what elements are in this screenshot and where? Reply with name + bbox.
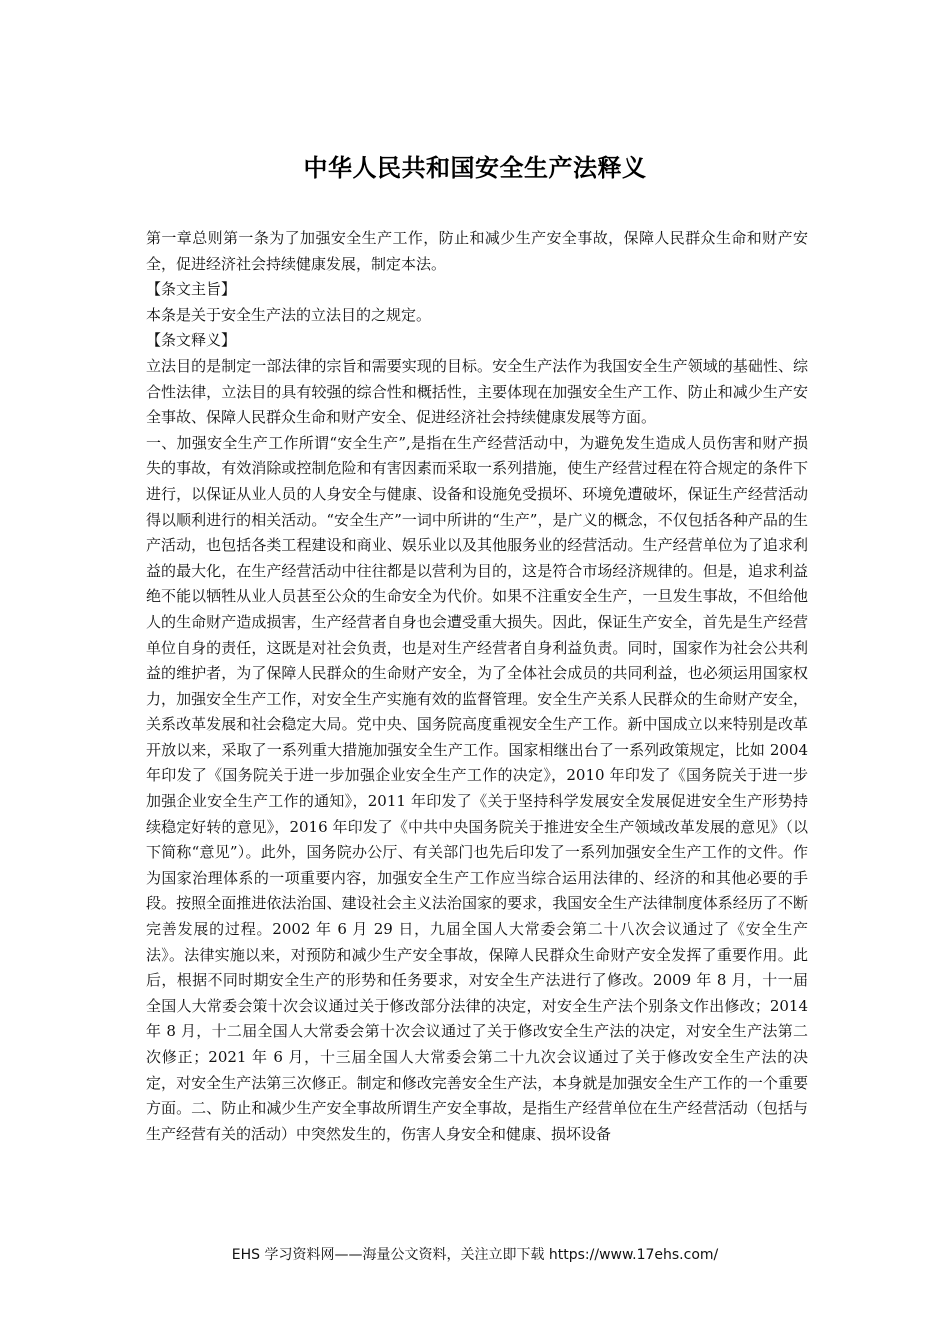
paragraph-purpose: 本条是关于安全生产法的立法目的之规定。: [146, 305, 432, 324]
document-title: 中华人民共和国安全生产法释义: [303, 154, 647, 183]
heading-article-purpose: 【条文主旨】: [146, 280, 237, 299]
document-body: [146, 226, 808, 1147]
paragraph-legislative-purpose: 立法目的是制定一部法律的宗旨和需要实现的目标。安全生产法作为我国安全生产领域的基础性、综合性法律，立法目的具有较强的综合性和概括性，主要体现在加强安全生产工作、防止和减少生产安全事故、保障人民群众生命和财产安全、促进经济社会持续健康发展等方面。: [146, 356, 808, 427]
paragraph-article-1: 第一章总则第一条为了加强安全生产工作，防止和减少生产安全事故，保障人民群众生命和财产安全，促进经济社会持续健康发展，制定本法。: [146, 229, 808, 273]
heading-article-interpretation: 【条文释义】: [146, 331, 237, 350]
paragraph-interpretation-body: 一、加强安全生产工作所谓“安全生产”,是指在生产经营活动中，为避免发生造成人员伤害和财产损失的事故，有效消除或控制危险和有害因素而采取一系列措施，使生产经营过程在符合规定的条件下进行，以保证从业人员的人身安全与健康、设备和设施免受损坏、环境免遭破坏，保证生产经营活动得以顺利进行的相关活动。“安全生产”一词中所讲的“生产”，是广义的概念，不仅包括各种产品的生产活动，也包括各类工程建设和商业、娱乐业以及其他服务业的经营活动。生产经营单位为了追求利益的最大化，在生产经营活动中往往都是以营利为目的，这是符合市场经济规律的。但是，追求利益绝不能以牺牲从业人员甚至公众的生命安全为代价。如果不注重安全生产，一旦发生事故，不但给他人的生命财产造成损害，生产经营者自身也会遭受重大损失。因此，保证生产安全，首先是生产经营单位自身的责任，这既是对社会负责，也是对生产经营者自身利益负责。同时，国家作为社会公共利益的维护者，为了保障人民群众的生命财产安全，为了全体社会成员的共同利益，也必须运用国家权力，加强安全生产工作，对安全生产实施有效的监督管理。安全生产关系人民群众的生命财产安全，关系改革发展和社会稳定大局。党中央、国务院高度重视安全生产工作。新中国成立以来特别是改革开放以来，采取了一系列重大措施加强安全生产工作。国家相继出台了一系列政策规定，比如 2004 年印发了《国务院关于进一步加强企业安全生产工作的决定》，2010 年印发了《国务院关于进一步加强企业安全生产工作的通知》，2011 年印发了《关于坚持科学发展安全发展促进安全生产形势持续稳定好转的意见》，2016 年印发了《中共中央国务院关于推进安全生产领域改革发展的意见》（以下简称“意见”）。此外，国务院办公厅、有关部门也先后印发了一系列加强安全生产工作的文件。作为国家治理体系的一项重要内容，加强安全生产工作应当综合运用法律的、经济的和其他必要的手段。按照全面推进依法治国、建设社会主义法治国家的要求，我国安全生产法律制度体系经历了不断完善发展的过程。2002 年 6 月 29 日，九届全国人大常委会第二十八次会议通过了《安全生产法》。法律实施以来，对预防和减少生产安全事故，保障人民群众生命财产安全发挥了重要作用。此后，根据不同时期安全生产的形势和任务要求，对安全生产法进行了修改。2009 年 8 月，十一届全国人大常委会策十次会议通过关于修改部分法律的决定，对安全生产法个别条文作出修改；2014 年 8 月，十二届全国人大常委会第十次会议通过了关于修改安全生产法的决定，对安全生产法第二次修正；2021 年 6 月，十三届全国人大常委会第二十九次会议通过了关于修改安全生产法的决定，对安全生产法第三次修正。制定和修改完善安全生产法，本身就是加强安全生产工作的一个重要方面。二、防止和减少生产安全事故所谓生产安全事故，是指生产经营单位在生产经营活动（包括与生产经营有关的活动）中突然发生的，伤害人身安全和健康、损坏设备: [146, 433, 808, 1143]
page-footer: EHS 学习资料网——海量公文资料，关注立即下载 https://www.17ehs.com/: [231, 1247, 719, 1263]
